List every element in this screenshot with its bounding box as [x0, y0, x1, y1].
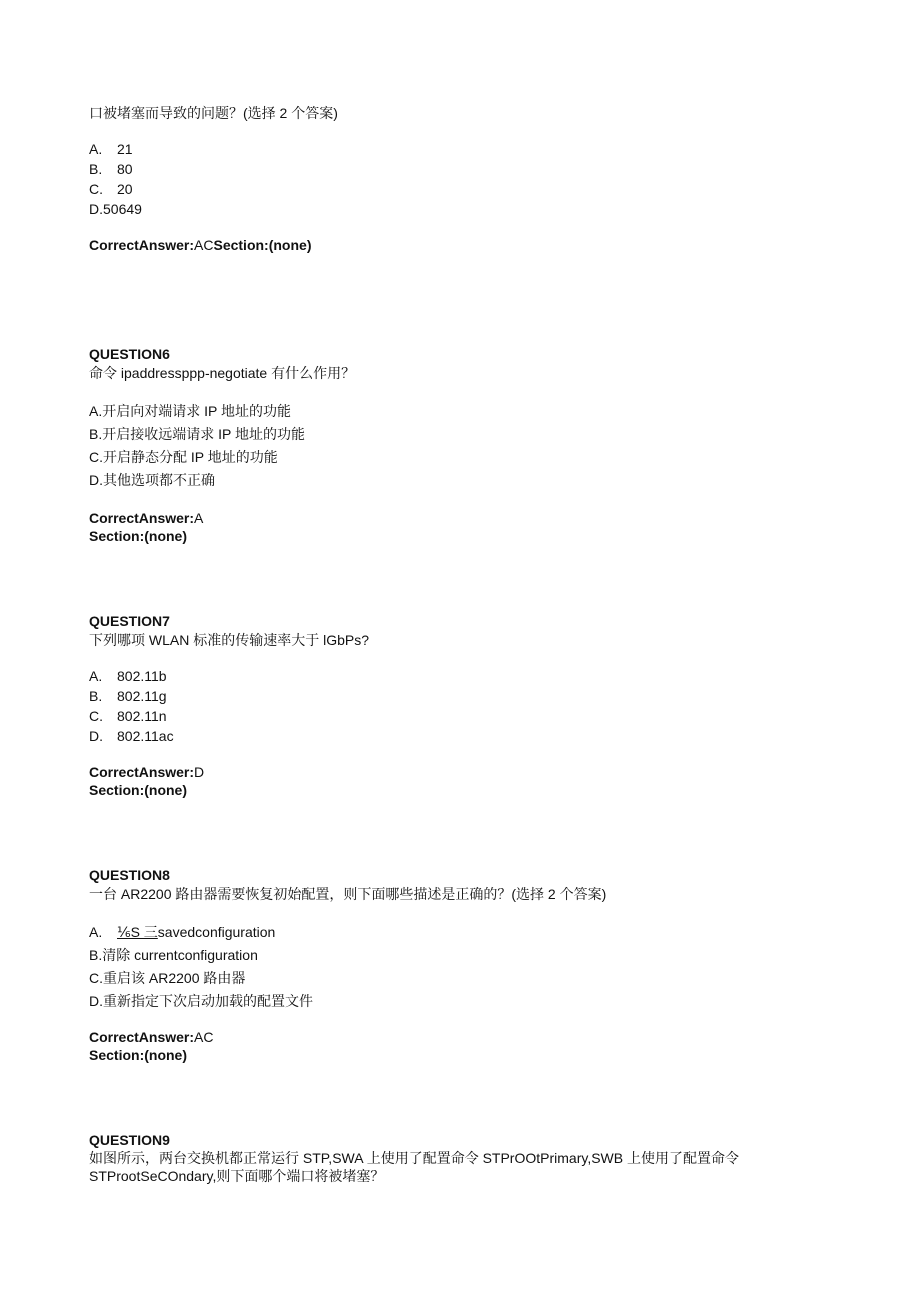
question-text: 口被堵塞而导致的问题？(选择 2 个答案) — [89, 105, 338, 121]
question-text-line-2: STProotSeCOndary,则下面哪个端口将被堵塞？ — [89, 1168, 385, 1184]
question-7-options — [89, 666, 849, 746]
correct-answer: D — [194, 764, 205, 780]
option-c: C. 开启静态分配 IP 地址的功能 — [89, 449, 278, 465]
correct-answer: A — [194, 510, 204, 526]
option-c: C. 802.11n — [89, 708, 167, 724]
question-6 — [89, 345, 849, 383]
option-a: A. 802.11b — [89, 668, 167, 684]
correct-answer: AC — [194, 1029, 214, 1045]
question-5-tail — [89, 103, 849, 123]
section: Section:(none) — [213, 237, 312, 253]
question-5-options — [89, 139, 849, 219]
question-text: 一台 AR2200 路由器需要恢复初始配置，则下面哪些描述是正确的？(选择 2 个答案) — [89, 886, 607, 902]
option-a: A. 21 — [89, 141, 133, 157]
option-d: D. 50649 — [89, 201, 142, 217]
question-6-options — [89, 400, 849, 492]
option-d: D. 802.11ac — [89, 728, 174, 744]
question-text-line-1: 如图所示，两台交换机都正常运行 STP,SWA 上使用了配置命令 STPrOOtPrimary,SWB 上使用了配置命令 — [89, 1150, 739, 1166]
question-text: 命令 ipaddressppp-negotiate 有什么作用？ — [89, 365, 356, 381]
section: Section:(none) — [89, 782, 187, 798]
question-text: 下列哪项 WLAN 标准的传输速率大于 lGbPs? — [89, 632, 370, 648]
question-heading: QUESTION9 — [89, 1132, 170, 1148]
correct-answer: AC — [194, 237, 214, 253]
question-5-answer: CorrectAnswer:ACSection:(none) — [89, 237, 312, 253]
question-7 — [89, 612, 849, 650]
question-7-answer: CorrectAnswer:D Section:(none) — [89, 763, 849, 799]
option-c: C. 20 — [89, 181, 133, 197]
option-d: D. 重新指定下次启动加载的配置文件 — [89, 993, 313, 1009]
option-b: B. 清除 currentconfiguration — [89, 947, 258, 963]
option-d: D. 其他选项都不正确 — [89, 472, 215, 488]
section: Section:(none) — [89, 1047, 187, 1063]
question-heading: QUESTION6 — [89, 346, 170, 362]
question-heading: QUESTION8 — [89, 867, 170, 883]
option-b: B. 802.11g — [89, 688, 167, 704]
option-c: C. 重启该 AR2200 路由器 — [89, 970, 246, 986]
section: Section:(none) — [89, 528, 187, 544]
option-a: A. 开启向对端请求 IP 地址的功能 — [89, 403, 291, 419]
question-heading: QUESTION7 — [89, 613, 170, 629]
option-b: B. 80 — [89, 161, 133, 177]
question-6-answer: CorrectAnswer:A Section:(none) — [89, 509, 849, 545]
question-8-options — [89, 921, 849, 1013]
option-a: A. ⅙S 三 savedconfiguration — [89, 924, 276, 940]
question-8-answer: CorrectAnswer:AC Section:(none) — [89, 1028, 849, 1064]
question-9 — [89, 1131, 849, 1185]
question-8 — [89, 866, 849, 904]
option-b: B. 开启接收远端请求 IP 地址的功能 — [89, 426, 305, 442]
